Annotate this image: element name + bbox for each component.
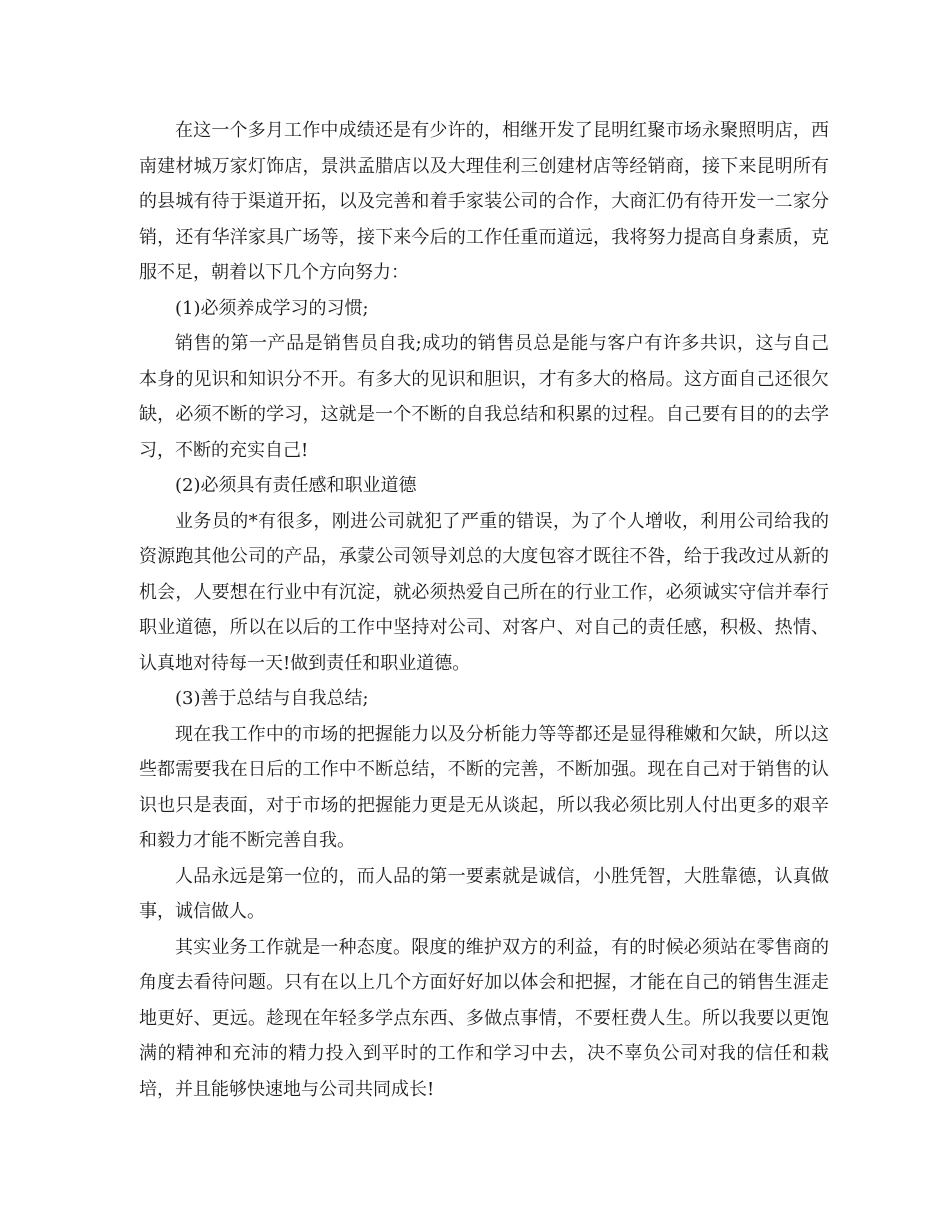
paragraph-character: 人品永远是第一位的，而人品的第一要素就是诚信，小胜凭智，大胜靠德，认真做事，诚信做人。 <box>139 865 829 922</box>
paragraph-conclusion: 其实业务工作就是一种态度。限度的维护双方的利益，有的时候必须站在零售商的角度去看待问题。只有在以上几个方面好好加以体会和把握，才能在自己的销售生涯走地更好、更远。趁现在年轻多学点东西、多做点事情，不要枉费人生。所以我要以更饱满的精神和充沛的精力投入到平时的工作和学习中去，决不辜负公司对我的信任和栽培，并且能够快速地与公司共同成长! <box>139 936 829 1100</box>
paragraph-summary: 现在我工作中的市场的把握能力以及分析能力等等都还是显得稚嫩和欠缺，所以这些都需要我在日后的工作中不断总结，不断的完善，不断加强。现在自己对于销售的认识也只是表面，对于市场的把握能力更是无从谈起，所以我必须比别人付出更多的艰辛和毅力才能不断完善自我。 <box>139 723 829 851</box>
paragraph-learning: 销售的第一产品是销售员自我;成功的销售员总是能与客户有许多共识，这与自己本身的见识和知识分不开。有多大的见识和胆识，才有多大的格局。这方面自己还很欠缺，必须不断的学习，这就是一个不断的自我总结和积累的过程。自己要有目的的去学习，不断的充实自己! <box>139 333 829 461</box>
paragraph-intro: 在这一个多月工作中成绩还是有少许的，相继开发了昆明红聚市场永聚照明店，西南建材城万家灯饰店，景洪孟腊店以及大理佳利三创建材店等经销商，接下来昆明所有的县城有待于渠道开拓，以及完善和着手家装公司的合作，大商汇仍有待开发一二家分销，还有华洋家具广场等，接下来今后的工作任重而道远，我将努力提高自身素质，克服不足，朝着以下几个方向努力： <box>139 120 829 283</box>
paragraph-responsibility: 业务员的*有很多，刚进公司就犯了严重的错误，为了个人增收，利用公司给我的资源跑其他公司的产品，承蒙公司领导刘总的大度包容才既往不咎，给于我改过从新的机会，人要想在行业中有沉淀，就必须热爱自己所在的行业工作，必须诚实守信并奉行职业道德，所以在以后的工作中坚持对公司、对客户、对自己的责任感，积极、热情、认真地对待每一天!做到责任和职业道德。 <box>139 510 829 674</box>
heading-item-1: (1)必须养成学习的习惯; <box>175 297 369 319</box>
heading-item-2: (2)必须具有责任感和职业道德 <box>175 475 417 496</box>
document-body <box>139 113 829 1107</box>
heading-item-3: (3)善于总结与自我总结; <box>175 688 369 709</box>
